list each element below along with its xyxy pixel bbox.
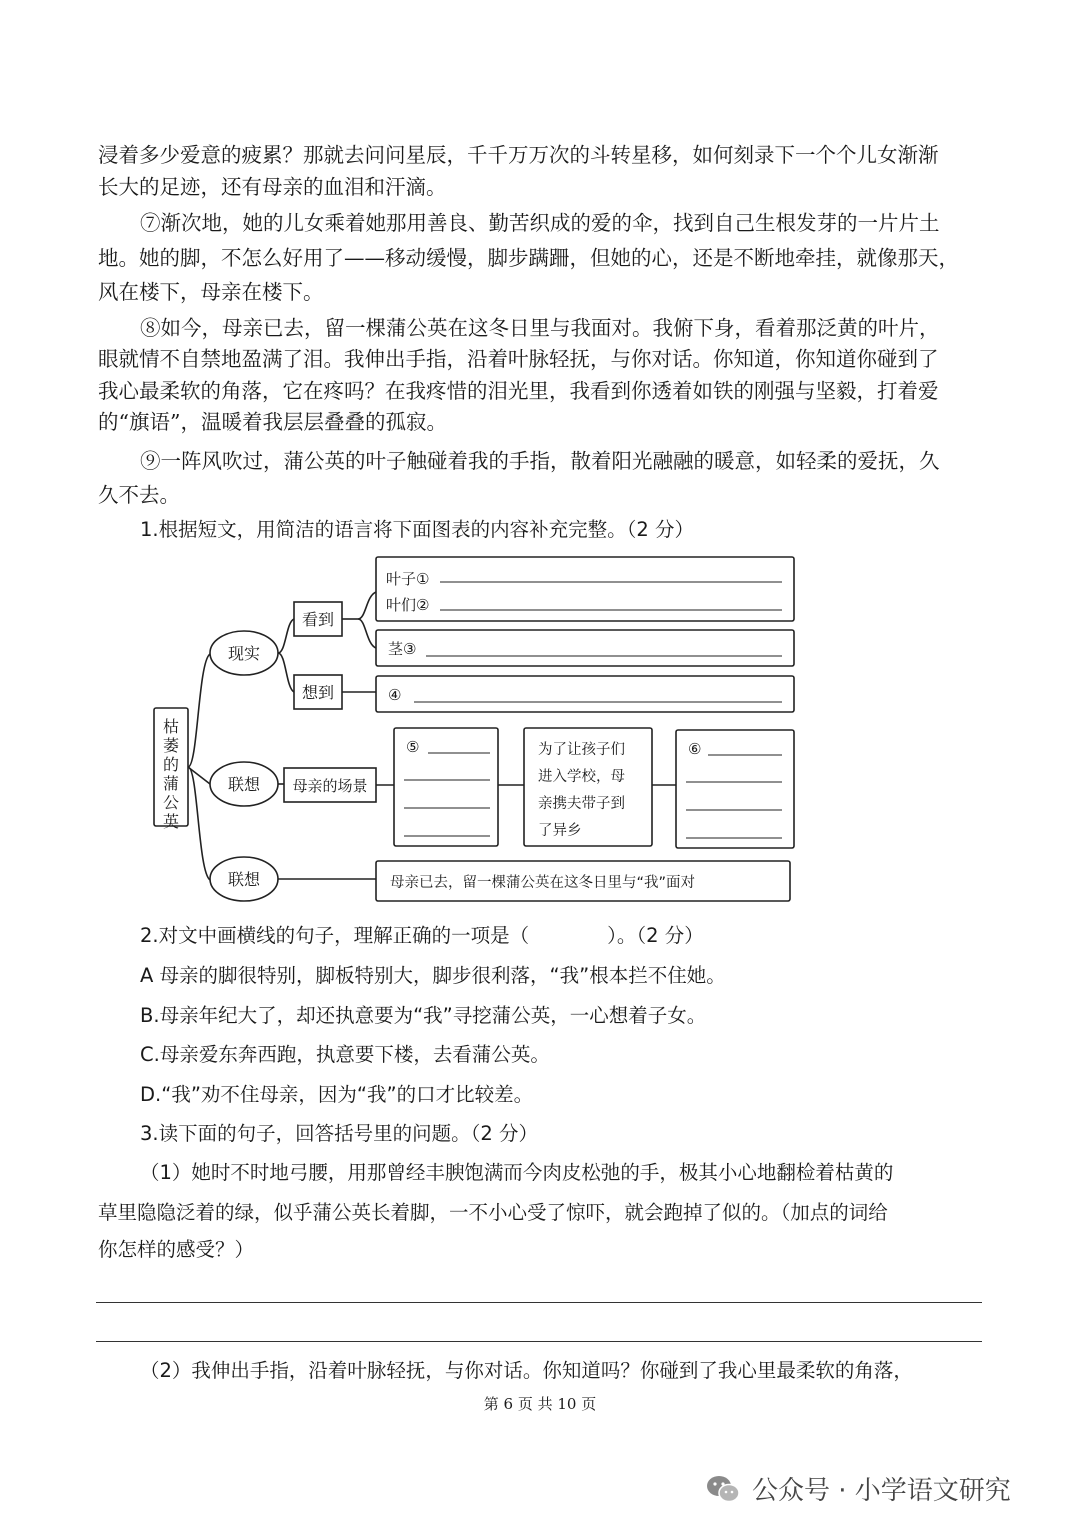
- question-3: 3.读下面的句子，回答括号里的问题。（2 分）: [140, 1122, 538, 1145]
- passage-line: 眼就情不自禁地盈满了泪。我伸出手指，沿着叶脉轻抚，与你对话。你知道，你知道你碰到了: [98, 347, 939, 371]
- root-char: 的: [162, 755, 180, 774]
- leaf-1-label: 叶子①: [386, 570, 430, 588]
- passage-line: 的“旗语”，温暖着我层层叠叠的孤寂。: [98, 410, 447, 434]
- root-char: 公: [162, 793, 180, 812]
- middle-line: 了异乡: [538, 823, 582, 839]
- leaves-2-label: 叶们②: [386, 596, 430, 614]
- passage-line: ⑧如今，母亲已去，留一棵蒲公英在这冬日里与我面对。我俯下身，看着那泛黄的叶片，: [140, 316, 940, 340]
- option-c[interactable]: C.母亲爱东奔西跑，执意要下楼，去看蒲公英。: [140, 1043, 550, 1066]
- passage-line: 地。她的脚，不怎么好用了——移动缓慢，脚步蹒跚，但她的心，还是不断地牵挂，就像那天，: [98, 246, 959, 270]
- mother-scene-label: 母亲的场景: [292, 777, 368, 795]
- answer-line[interactable]: [96, 1302, 982, 1303]
- question-3-sub-2: （2）我伸出手指，沿着叶脉轻抚，与你对话。你知道吗？你碰到了我心里最柔软的角落，: [140, 1359, 913, 1382]
- root-char: 英: [162, 812, 180, 831]
- final-label: 母亲已去，留一棵蒲公英在这冬日里与“我”面对: [390, 875, 696, 891]
- page-footer: 第 6 页 共 10 页: [483, 1395, 597, 1413]
- connector: [358, 619, 376, 648]
- connector: [188, 654, 210, 767]
- option-a[interactable]: A 母亲的脚很特别，脚板特别大，脚步很利落，“我”根本拦不住她。: [140, 964, 726, 987]
- mind-map-diagram: [150, 552, 800, 908]
- connector: [278, 619, 294, 653]
- see-label: 看到: [301, 610, 335, 629]
- question-3-sub-1-line: 草里隐隐泛着的绿，似乎蒲公英长着脚，一不小心受了惊吓，就会跑掉了似的。（加点的词给: [98, 1201, 888, 1224]
- option-b[interactable]: B.母亲年纪大了，却还执意要为“我”寻挖蒲公英，一心想着子女。: [140, 1004, 707, 1027]
- middle-line: 进入学校，母: [538, 769, 625, 785]
- stem-3-label: 茎③: [388, 640, 417, 658]
- think-content-box: [376, 676, 794, 712]
- option-d[interactable]: D.“我”劝不住母亲，因为“我”的口才比较差。: [140, 1083, 534, 1106]
- passage-line: 风在楼下，母亲在楼下。: [98, 280, 324, 304]
- passage-line: ⑦渐次地，她的儿女乘着她那用善良、勤苦织成的爱的伞，找到自己生根发芽的一片片土: [140, 211, 940, 235]
- blank-6-label: ⑥: [688, 740, 702, 758]
- blank-5-label: ⑤: [406, 738, 420, 756]
- association-label-1: 联想: [227, 775, 261, 794]
- connector: [188, 767, 210, 880]
- question-3-sub-1-line: （1）她时不时地弓腰，用那曾经丰腴饱满而今肉皮松弛的手，极其小心地翻检着枯黄的: [140, 1161, 894, 1184]
- watermark: [706, 1470, 1011, 1507]
- connector: [278, 653, 294, 692]
- connector: [358, 592, 376, 619]
- root-char: 蒲: [162, 774, 180, 793]
- blank-4-label: ④: [388, 686, 402, 704]
- association-label-2: 联想: [227, 870, 261, 889]
- watermark-text: 公众号 · 小学语文研究: [752, 1476, 1011, 1506]
- root-char: 枯: [162, 717, 180, 736]
- question-3-sub-1-line: 你怎样的感受？）: [98, 1238, 255, 1261]
- passage-line: 久不去。: [98, 483, 180, 507]
- root-char: 萎: [162, 736, 180, 755]
- wechat-icon: [706, 1474, 740, 1504]
- reality-label: 现实: [227, 644, 261, 663]
- passage-line: ⑨一阵风吹过，蒲公英的叶子触碰着我的手指，散着阳光融融的暖意，如轻柔的爱抚，久: [140, 449, 940, 473]
- passage-line: 我心最柔软的角落，它在疼吗？在我疼惜的泪光里，我看到你透着如铁的刚强与坚毅，打着爱: [98, 379, 939, 403]
- answer-line[interactable]: [96, 1341, 982, 1342]
- stem-box: [376, 630, 794, 666]
- middle-line: 亲携夫带子到: [538, 796, 625, 812]
- think-label: 想到: [301, 683, 335, 702]
- question-2: 2.对文中画横线的句子，理解正确的一项是（ ）。（2 分）: [140, 924, 704, 947]
- middle-line: 为了让孩子们: [538, 742, 625, 758]
- question-1: 1.根据短文，用简洁的语言将下面图表的内容补充完整。（2 分）: [140, 518, 694, 541]
- passage-line: 长大的足迹，还有母亲的血泪和汗滴。: [98, 175, 447, 199]
- leaves-box: [376, 557, 794, 621]
- passage-line: 浸着多少爱意的疲累？那就去问问星辰，千千万万次的斗转星移，如何刻录下一个个儿女渐渐: [98, 143, 939, 167]
